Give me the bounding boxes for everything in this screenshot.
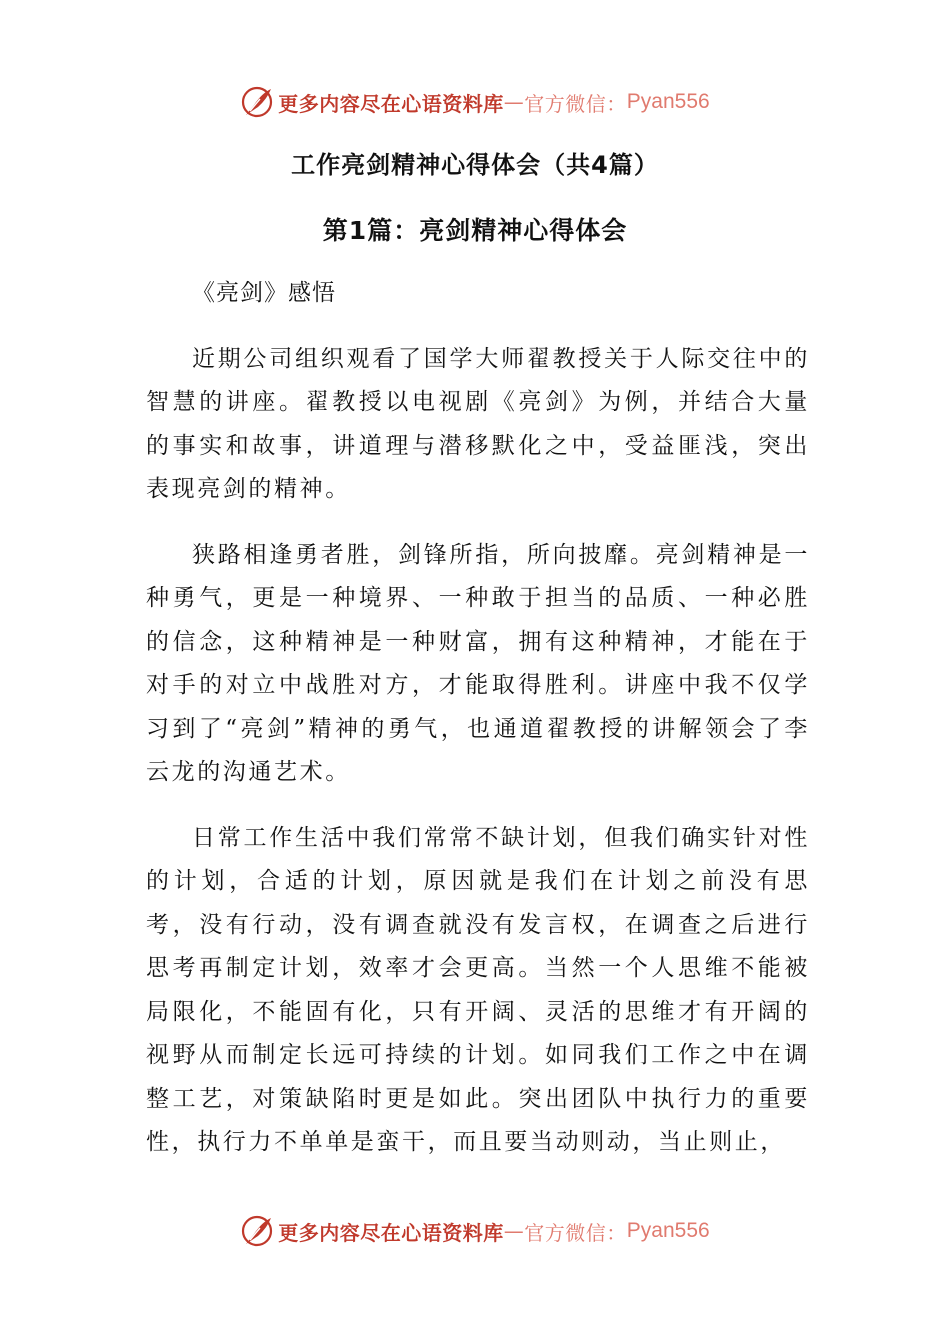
paragraph-1: 近期公司组织观看了国学大师翟教授关于人际交往中的智慧的讲座。翟教授以电视剧《亮剑》为例，并结合大量的事实和故事，讲道理与潜移默化之中，受益匪浅，突出表现亮剑的精神。: [146, 345, 810, 502]
banner-sub-text: 官方微信：: [524, 1220, 627, 1245]
banner-wechat-id: Pyan556: [626, 90, 710, 113]
banner-wechat-id: Pyan556: [626, 1219, 710, 1242]
banner-sub-text: 官方微信：: [524, 91, 627, 116]
paragraph-3: 日常工作生活中我们常常不缺计划，但我们确实针对性的计划，合适的计划，原因就是我们在计划之前没有思考，没有行动，没有调查就没有发言权，在调查之后进行思考再制定计划，效率才会更高。当然一个人思维不能被局限化，不能固有化，只有开阔、灵活的思维才有开阔的视野从而制定长远可持续的计划。如同我们工作之中在调整工艺，对策缺陷时更是如此。突出团队中执行力的重要性，执行力不单单是蛮干，而且要当动则动，当止则止，: [146, 824, 810, 1155]
banner-main-text: 更多内容尽在心语资料库: [278, 91, 504, 116]
quill-pen-circle-icon: [240, 1214, 274, 1248]
quill-pen-circle-icon: [240, 85, 274, 119]
document-body: [146, 272, 810, 1165]
section-subtitle: 《亮剑》感悟: [192, 280, 336, 306]
paragraph-2: 狭路相逢勇者胜，剑锋所指，所向披靡。亮剑精神是一种勇气，更是一种境界、一种敢于担当的品质、一种必胜的信念，这种精神是一种财富，拥有这种精神，才能在于对手的对立中战胜对方，才能取得胜利。讲座中我不仅学习到了“亮剑”精神的勇气，也通道翟教授的讲解领会了李云龙的沟通艺术。: [146, 541, 810, 785]
document-title: 工作亮剑精神心得体会（共4篇）: [291, 151, 659, 179]
part-title: 第1篇：亮剑精神心得体会: [322, 216, 628, 245]
banner-dash: —: [503, 90, 525, 114]
banner-main-text: 更多内容尽在心语资料库: [278, 1220, 504, 1245]
banner-dash: —: [503, 1219, 525, 1243]
footer-watermark-banner: [0, 1211, 950, 1251]
header-watermark-banner: [0, 82, 950, 122]
